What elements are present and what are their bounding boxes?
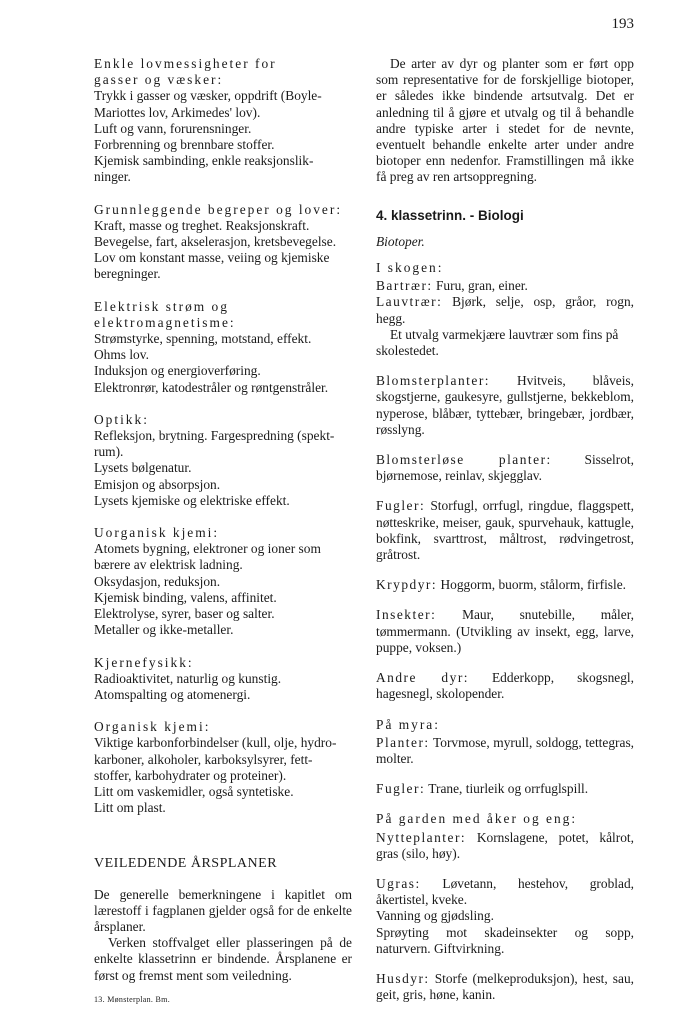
subheading-skogen: I skogen: — [376, 260, 444, 276]
topic-line: rum). — [94, 444, 124, 460]
left-column — [94, 56, 352, 1008]
topic-line: Induksjon og energioverføring. — [94, 363, 261, 379]
topic-line: Elektrolyse, syrer, baser og salter. — [94, 606, 275, 622]
species-text: Edderkopp, skogsnegl, hagesnegl, skolopender. — [376, 670, 634, 702]
topic-heading: Kjernefysikk: — [94, 654, 194, 670]
species-block — [376, 452, 634, 484]
right-column — [376, 56, 634, 1017]
subheading-myra: På myra: — [376, 716, 440, 732]
species-label: Fugler: — [376, 498, 426, 514]
species-label: Nytteplanter: — [376, 829, 467, 845]
topic-line: Elektronrør, katodestråler og røntgenstråler. — [94, 379, 329, 395]
topic-line: Emisjon og absorpsjon. — [94, 476, 221, 492]
topic-line: Lov om konstant masse, veiing og kjemiske — [94, 250, 330, 266]
species-text: Hvitveis, blåveis, skogstjerne, gaukesyre, gullstjerne, bekkeblom, nyperose, blåbær, tyttebær, bringebær, jordbær, røsslyng. — [376, 373, 634, 437]
topic-line: bærere av elektrisk ladning. — [94, 557, 243, 573]
species-block — [376, 735, 634, 767]
species-label: Andre dyr: — [376, 670, 470, 686]
species-extra: Vanning og gjødsling. — [376, 908, 494, 924]
topic-line: Radioaktivitet, naturlig og kunstig. — [94, 670, 282, 686]
species-label: Fugler: — [376, 781, 426, 797]
species-text: Trane, tiurleik og orrfuglspill. — [428, 781, 589, 797]
species-label: Blomsterplanter: — [376, 373, 490, 389]
topic-section — [94, 525, 352, 638]
section-heading: 4. klassetrinn. - Biologi — [376, 207, 524, 223]
species-text: Sisselrot, bjørnemose, reinlav, skjegglav. — [376, 452, 634, 484]
topic-heading: gasser og væsker: — [94, 72, 224, 88]
species-block — [376, 373, 634, 438]
skogen-note: Et utvalg varmekjære lauvtrær som fins på skolestedet. — [376, 326, 619, 359]
species-extra: Sprøyting mot skadeinsekter og sopp, naturvern. Giftvirkning. — [376, 924, 634, 956]
topic-section — [94, 412, 352, 509]
subheading-garden: På garden med åker og eng: — [376, 811, 578, 827]
topic-line: Metaller og ikke-metaller. — [94, 622, 234, 638]
topic-line: ninger. — [94, 169, 131, 185]
topic-heading: Enkle lovmessigheter for — [94, 56, 277, 71]
species-block — [376, 498, 634, 563]
species-text: Hoggorm, buorm, stålorm, firfisle. — [440, 577, 627, 593]
species-block — [376, 830, 634, 862]
veiledende-paragraph: Verken stoffvalget eller plasseringen på de enkelte klassetrinn er bindende. Årsplanene er først og fremst ment som veiledning. — [94, 935, 352, 983]
topic-line: Refleksjon, brytning. Fargespredning (spekt- — [94, 428, 335, 444]
topic-heading: Uorganisk kjemi: — [94, 525, 220, 541]
footnote: 13. Mønsterplan. Bm. — [94, 994, 170, 1004]
topic-line: karboner, alkoholer, karboksylsyrer, fett- — [94, 751, 313, 767]
topic-line: Luft og vann, forurensninger. — [94, 120, 252, 136]
topic-line: Kraft, masse og treghet. Reaksjonskraft. — [94, 217, 310, 233]
topic-line: Kjemisk binding, valens, affinitet. — [94, 589, 277, 605]
skogen-entry: Bartrær: Furu, gran, einer. — [376, 278, 528, 294]
topic-heading: Grunnleggende begreper og lover: — [94, 201, 343, 217]
topic-line: Atomets bygning, elektroner og ioner som — [94, 541, 321, 557]
topic-heading: Elektrisk strøm og — [94, 298, 229, 314]
topic-line: Bevegelse, fart, akselerasjon, kretsbevegelse. — [94, 234, 337, 250]
topic-section — [94, 299, 352, 396]
topic-line: Strømstyrke, spenning, motstand, effekt. — [94, 331, 312, 347]
species-label: Planter: — [376, 734, 430, 750]
topic-heading: Organisk kjemi: — [94, 719, 211, 735]
species-block — [376, 876, 634, 957]
topic-section — [94, 202, 352, 283]
species-text: Løvetann, hestehov, groblad, åkertistel, kveke. — [376, 875, 634, 908]
topic-line: Trykk i gasser og væsker, oppdrift (Boyle- — [94, 88, 322, 104]
veiledende-heading: VEILEDENDE ÅRSPLANER — [94, 856, 278, 872]
intro-paragraph: De arter av dyr og planter som er ført opp som representative for de forskjellige biotoper, er således ikke bindende artsutvalg. Det er anledning til å gjøre et utvalg og til å behandle andre typiske arter i stedet for de nevnte, eventuelt behandle enkelte arter under andre biotoper enn nedenfor. Framstillingen må ikke få preg av ren artsoppregning. — [376, 56, 634, 185]
species-block — [376, 577, 634, 593]
species-text: Maur, snutebille, måler, tømmermann. (Utvikling av insekt, egg, larve, puppe, voksen.) — [376, 607, 634, 655]
topic-section — [94, 56, 352, 186]
page-number: 193 — [611, 16, 634, 32]
topic-section — [94, 719, 352, 816]
topic-line: Kjemisk sambinding, enkle reaksjonslik- — [94, 153, 314, 169]
topic-line: stoffer, karbohydrater og proteiner). — [94, 767, 287, 783]
species-text: Storfe (melkeproduksjon), hest, sau, geit, gris, høne, kanin. — [376, 970, 634, 1003]
species-label: Krypdyr: — [376, 577, 438, 593]
species-text: Torvmose, myrull, soldogg, tettegras, molter. — [376, 734, 635, 766]
topic-line: Ohms lov. — [94, 347, 149, 363]
species-block — [376, 670, 634, 702]
topic-section — [94, 655, 352, 704]
species-text: Storfugl, orrfugl, ringdue, flaggspett, nøtteskrike, meiser, gauk, spurvehauk, kattugle, bokfink, svarttrost, måltrost, rødvingetrost, gråtrost. — [376, 498, 634, 563]
topic-heading: elektromagnetisme: — [94, 314, 236, 330]
species-label: Ugras: — [376, 875, 421, 891]
topic-line: Mariottes lov, Arkimedes' lov). — [94, 104, 261, 120]
topic-heading: Optikk: — [94, 411, 149, 427]
veiledende-paragraph: De generelle bemerkningene i kapitlet om lærestoff i fagplanen gjelder også for de enkelte årsplaner. — [94, 886, 352, 934]
species-block — [376, 971, 634, 1003]
topic-line: beregninger. — [94, 266, 161, 282]
topic-line: Oksydasjon, reduksjon. — [94, 573, 221, 589]
species-label: Husdyr: — [376, 970, 430, 986]
topic-line: Atomspalting og atomenergi. — [94, 686, 251, 702]
species-text: Kornslagene, potet, kålrot, gras (silo, høy). — [376, 829, 634, 861]
species-label: Insekter: — [376, 607, 437, 623]
topic-line: Litt om vaskemidler, også syntetiske. — [94, 783, 294, 799]
topic-line: Litt om plast. — [94, 800, 166, 816]
species-block — [376, 781, 634, 797]
topic-line: Viktige karbonforbindelser (kull, olje, hydro- — [94, 735, 337, 751]
topic-line: Forbrenning og brennbare stoffer. — [94, 137, 275, 153]
species-label: Blomsterløse planter: — [376, 452, 552, 468]
skogen-entry: Lauvtrær: Bjørk, selje, osp, gråor, rogn, hegg. — [376, 294, 634, 326]
species-block — [376, 607, 634, 656]
topic-line: Lysets bølgenatur. — [94, 460, 192, 476]
biotoper-label: Biotoper. — [376, 233, 425, 249]
topic-line: Lysets kjemiske og elektriske effekt. — [94, 492, 290, 508]
